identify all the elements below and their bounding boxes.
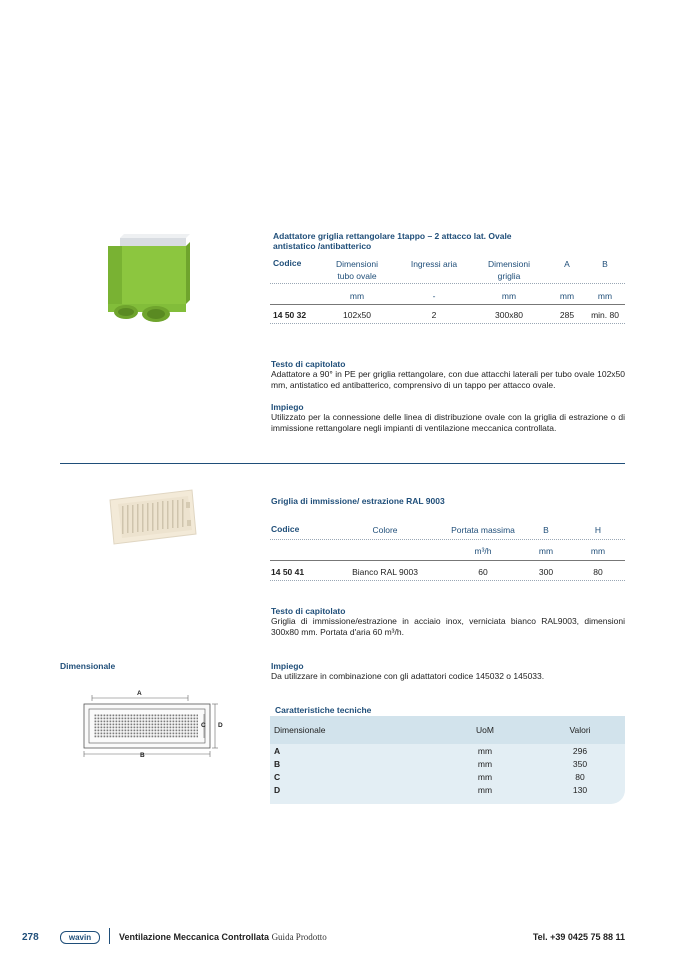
tech-header-dim: Dimensionale [274,725,326,735]
p1-row-b: min. 80 [591,310,619,320]
p1-unit-dim: mm [349,291,365,301]
p1-header-dimensioni-griglia: Dimensioni griglia [487,259,531,281]
footer-subtitle: Guida Prodotto [271,932,327,942]
drawing-label-b: B [140,752,145,759]
tech-table [270,716,625,804]
p1-header-codice: Codice [273,258,302,268]
p1-impiego-title: Impiego [271,402,304,412]
p1-unit-ingressi: - [432,291,436,301]
tech-row-value: 130 [572,785,588,795]
p2-unit-portata: m³/h [474,546,492,556]
footer-phone: Tel. +39 0425 75 88 11 [532,932,625,942]
tech-header-valori: Valori [569,725,591,735]
dimensionale-label: Dimensionale [60,661,116,671]
section-divider [60,463,625,464]
tech-row-uom: mm [477,772,493,782]
tech-title: Caratteristiche tecniche [275,705,372,715]
p2-unit-b: mm [538,546,554,556]
p2-header-colore: Colore [372,525,398,535]
divider [270,283,625,284]
page-number: 278 [22,932,39,943]
p2-row-portata: 60 [478,567,488,577]
divider [270,323,625,324]
tech-row-uom: mm [477,785,493,795]
tech-row-label: B [274,759,281,769]
p2-header-h: H [594,525,602,535]
p2-capitolato-text: Griglia di immissione/estrazione in acciaio inox, verniciata bianco RAL9003, dimensioni 300x80 mm. Portata d'aria 60 m³/h. [271,616,625,637]
tech-row-b [270,759,625,772]
tech-header-row [270,716,625,744]
tech-row-uom: mm [477,759,493,769]
tech-row-a [270,746,625,759]
footer-title: Ventilazione Meccanica Controllata [119,932,270,942]
divider [270,580,625,581]
p1-row-codice: 14 50 32 [273,310,307,320]
p1-header-a: A [564,259,570,269]
p1-row-a: 285 [559,310,575,320]
p1-header-ingressi: Ingressi aria [410,259,458,269]
product2-title: Griglia di immissione/ estrazione RAL 9003 [271,496,445,506]
p1-row-dim: 102x50 [343,310,371,320]
tech-row-uom: mm [477,746,493,756]
p2-row-codice: 14 50 41 [271,567,305,577]
tech-row-c [270,772,625,785]
footer-separator [109,928,110,944]
drawing-label-c: C [201,722,206,729]
p2-impiego-text: Da utilizzare in combinazione con gli adattatori codice 145032 o 145033. [271,671,545,681]
p1-header-b: B [602,259,608,269]
p2-header-b: B [543,525,549,535]
p1-impiego-text: Utilizzato per la connessione delle linea di distribuzione ovale con la griglia di estrazione o di immissione rettangolare negli impianti di ventilazione meccanica controllata. [271,412,625,433]
tech-row-value: 80 [575,772,585,782]
tech-row-label: A [274,746,281,756]
p2-row-b: 300 [538,567,554,577]
p1-unit-b: mm [597,291,613,301]
p1-capitolato-title: Testo di capitolato [271,359,346,369]
p1-capitolato-text: Adattatore a 90° in PE per griglia rettangolare, con due attacchi laterali per tubo ovale 102x50 mm, antistatico ed antibatterico, comprensivo di un tappo per attacco ovale. [271,369,625,390]
tech-row-d [270,785,625,798]
adapter-image [100,232,195,332]
tech-row-label: C [274,772,281,782]
tech-row-label: D [274,785,281,795]
wavin-logo: wavin [60,931,100,944]
p2-capitolato-title: Testo di capitolato [271,606,346,616]
divider [270,560,625,561]
p1-unit-a: mm [559,291,575,301]
drawing-label-d: D [218,722,223,729]
p2-header-codice: Codice [271,524,300,534]
grille-image [108,488,198,546]
drawing-label-a: A [137,690,142,697]
p1-header-dimensioni: Dimensioni tubo ovale [335,259,379,281]
footer-title-block [119,932,327,942]
tech-row-value: 350 [572,759,588,769]
p2-header-portata: Portata massima [451,525,515,535]
divider [270,304,625,305]
p2-impiego-title: Impiego [271,661,304,671]
p1-row-ingressi: 2 [431,310,437,320]
p1-row-dimg: 300x80 [495,310,523,320]
product1-title-line1: Adattatore griglia rettangolare 1tappo – 2 attacco lat. Ovale [273,231,512,241]
p1-unit-dimg: mm [501,291,517,301]
p2-unit-h: mm [590,546,606,556]
tech-header-uom: UoM [476,725,494,735]
p2-row-h: 80 [593,567,603,577]
tech-row-value: 296 [572,746,588,756]
divider [270,539,625,540]
p2-row-colore: Bianco RAL 9003 [352,567,418,577]
dimensional-drawing [82,690,230,762]
product1-title-line2: antistatico /antibatterico [273,241,372,251]
